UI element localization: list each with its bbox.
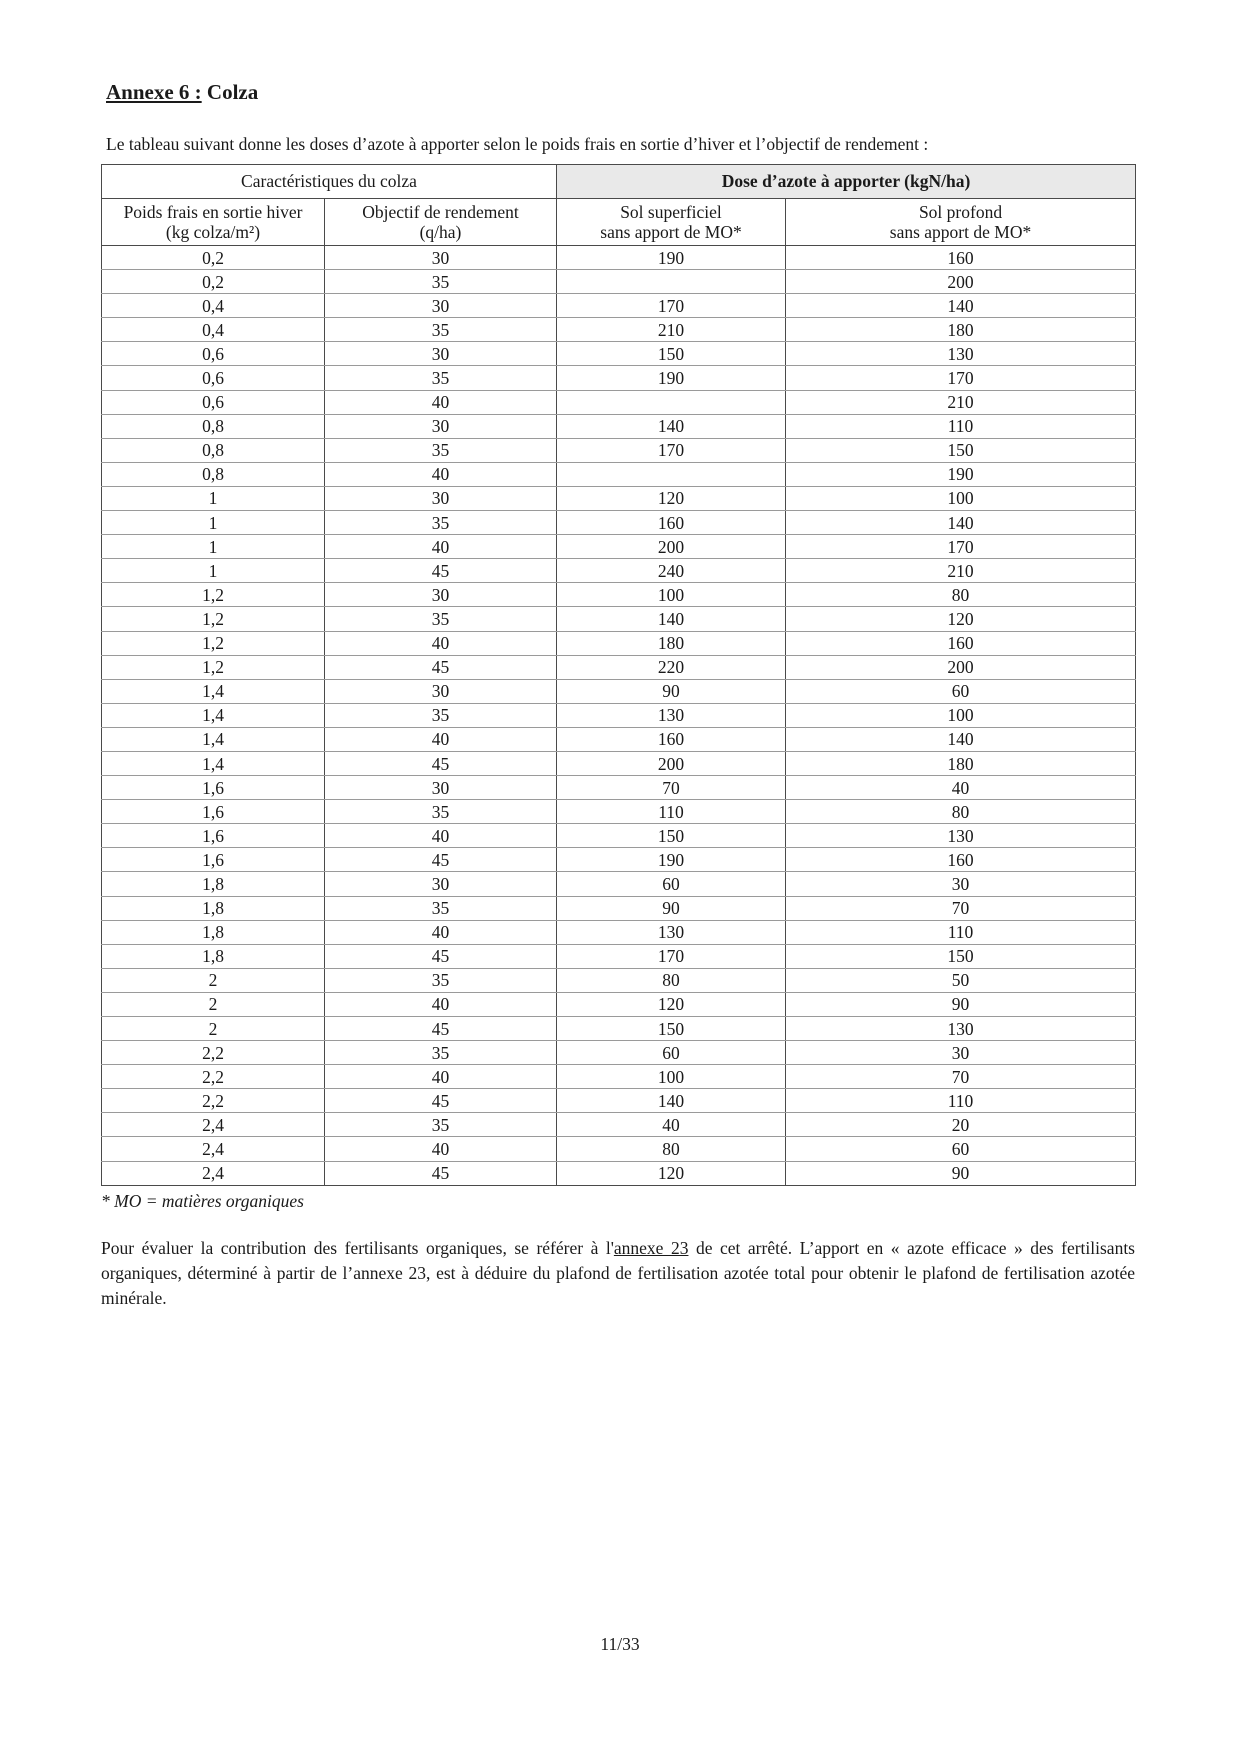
- column-header-fresh-weight: [102, 199, 325, 246]
- table-row: [102, 751, 1136, 775]
- cell-fresh-weight: 1,6: [102, 824, 325, 848]
- cell-deep-soil-dose: 80: [786, 800, 1136, 824]
- cell-deep-soil-dose: 160: [786, 848, 1136, 872]
- table-row: [102, 462, 1136, 486]
- cell-fresh-weight: 1,2: [102, 583, 325, 607]
- cell-deep-soil-dose: 180: [786, 318, 1136, 342]
- cell-deep-soil-dose: 60: [786, 679, 1136, 703]
- column-header-line: Sol superficiel: [620, 202, 722, 222]
- cell-yield-target: 40: [325, 727, 557, 751]
- column-header-shallow-soil: [557, 199, 786, 246]
- table-row: [102, 438, 1136, 462]
- table-row: [102, 631, 1136, 655]
- cell-fresh-weight: 2,4: [102, 1161, 325, 1185]
- cell-deep-soil-dose: 170: [786, 535, 1136, 559]
- cell-yield-target: 30: [325, 486, 557, 510]
- cell-fresh-weight: 1,2: [102, 655, 325, 679]
- cell-yield-target: 35: [325, 438, 557, 462]
- cell-shallow-soil-dose: 180: [557, 631, 786, 655]
- cell-yield-target: 35: [325, 968, 557, 992]
- table-row: [102, 1113, 1136, 1137]
- cell-deep-soil-dose: 160: [786, 631, 1136, 655]
- cell-fresh-weight: 2,2: [102, 1065, 325, 1089]
- cell-deep-soil-dose: 80: [786, 583, 1136, 607]
- cell-fresh-weight: 1,4: [102, 751, 325, 775]
- cell-deep-soil-dose: 90: [786, 992, 1136, 1016]
- cell-deep-soil-dose: 110: [786, 1089, 1136, 1113]
- cell-fresh-weight: 1,8: [102, 872, 325, 896]
- cell-shallow-soil-dose: [557, 462, 786, 486]
- cell-deep-soil-dose: 210: [786, 390, 1136, 414]
- column-header-line: Sol profond: [918, 202, 1003, 222]
- cell-fresh-weight: 2: [102, 992, 325, 1016]
- cell-fresh-weight: 0,8: [102, 438, 325, 462]
- table-row: [102, 848, 1136, 872]
- cell-deep-soil-dose: 20: [786, 1113, 1136, 1137]
- cell-shallow-soil-dose: 170: [557, 944, 786, 968]
- cell-shallow-soil-dose: 100: [557, 1065, 786, 1089]
- cell-shallow-soil-dose: 140: [557, 1089, 786, 1113]
- cell-yield-target: 30: [325, 414, 557, 438]
- cell-deep-soil-dose: 130: [786, 1017, 1136, 1041]
- page-heading: [106, 80, 258, 105]
- cell-deep-soil-dose: 110: [786, 920, 1136, 944]
- cell-deep-soil-dose: 30: [786, 1041, 1136, 1065]
- table-row: [102, 992, 1136, 1016]
- table-row: [102, 703, 1136, 727]
- cell-fresh-weight: 0,2: [102, 270, 325, 294]
- cell-yield-target: 35: [325, 1041, 557, 1065]
- paragraph-text: Pour évaluer la contribution des fertilisants organiques, se référer à l': [101, 1238, 614, 1258]
- cell-fresh-weight: 1,4: [102, 679, 325, 703]
- cell-shallow-soil-dose: 130: [557, 703, 786, 727]
- cell-yield-target: 30: [325, 583, 557, 607]
- cell-fresh-weight: 0,6: [102, 366, 325, 390]
- table-row: [102, 727, 1136, 751]
- cell-yield-target: 45: [325, 751, 557, 775]
- table-row: [102, 1137, 1136, 1161]
- column-header-line: Poids frais en sortie hiver: [123, 202, 303, 222]
- cell-yield-target: 30: [325, 342, 557, 366]
- intro-text: Le tableau suivant donne les doses d’azote à apporter selon le poids frais en sortie d’hiver et l’objectif de rendement :: [106, 134, 929, 154]
- cell-shallow-soil-dose: 120: [557, 1161, 786, 1185]
- cell-fresh-weight: 0,8: [102, 462, 325, 486]
- cell-fresh-weight: 1: [102, 559, 325, 583]
- cell-yield-target: 45: [325, 559, 557, 583]
- cell-yield-target: 45: [325, 1089, 557, 1113]
- paragraph-text: de cet arrêté. L’apport en « azote efficace » des fertilisants organiques, déterminé à partir de l’annexe 23, est à déduire du plafond de fertilisation azotée total pour obtenir le plafond de fertilisation azotée minérale.: [101, 1238, 1135, 1308]
- cell-fresh-weight: 1,2: [102, 607, 325, 631]
- cell-fresh-weight: 2,4: [102, 1137, 325, 1161]
- table-row: [102, 559, 1136, 583]
- cell-yield-target: 45: [325, 655, 557, 679]
- table-row: [102, 535, 1136, 559]
- cell-shallow-soil-dose: 110: [557, 800, 786, 824]
- table-row: [102, 390, 1136, 414]
- cell-shallow-soil-dose: 190: [557, 246, 786, 270]
- table-row: [102, 511, 1136, 535]
- table-row: [102, 896, 1136, 920]
- cell-deep-soil-dose: 140: [786, 511, 1136, 535]
- cell-yield-target: 35: [325, 896, 557, 920]
- cell-fresh-weight: 1,6: [102, 848, 325, 872]
- table-row: [102, 318, 1136, 342]
- cell-yield-target: 40: [325, 535, 557, 559]
- cell-deep-soil-dose: 210: [786, 559, 1136, 583]
- cell-shallow-soil-dose: 190: [557, 366, 786, 390]
- column-header-line: (kg colza/m²): [165, 222, 261, 242]
- cell-fresh-weight: 0,4: [102, 294, 325, 318]
- table-row: [102, 776, 1136, 800]
- table-row: [102, 1065, 1136, 1089]
- cell-fresh-weight: 0,8: [102, 414, 325, 438]
- cell-fresh-weight: 2,2: [102, 1041, 325, 1065]
- cell-deep-soil-dose: 170: [786, 366, 1136, 390]
- cell-fresh-weight: 1,2: [102, 631, 325, 655]
- cell-yield-target: 35: [325, 366, 557, 390]
- table-row: [102, 583, 1136, 607]
- cell-fresh-weight: 2: [102, 968, 325, 992]
- cell-shallow-soil-dose: 90: [557, 896, 786, 920]
- cell-shallow-soil-dose: 170: [557, 294, 786, 318]
- cell-shallow-soil-dose: 160: [557, 511, 786, 535]
- cell-deep-soil-dose: 70: [786, 1065, 1136, 1089]
- heading-title: Colza: [206, 80, 259, 104]
- cell-fresh-weight: 1: [102, 535, 325, 559]
- cell-deep-soil-dose: 200: [786, 655, 1136, 679]
- cell-deep-soil-dose: 70: [786, 896, 1136, 920]
- cell-fresh-weight: 1: [102, 511, 325, 535]
- column-header-line: Objectif de rendement: [362, 202, 519, 222]
- cell-yield-target: 30: [325, 872, 557, 896]
- cell-deep-soil-dose: 40: [786, 776, 1136, 800]
- cell-shallow-soil-dose: 200: [557, 535, 786, 559]
- cell-yield-target: 35: [325, 270, 557, 294]
- cell-fresh-weight: 2,4: [102, 1113, 325, 1137]
- table-row: [102, 294, 1136, 318]
- cell-fresh-weight: 1,4: [102, 703, 325, 727]
- table-row: [102, 607, 1136, 631]
- column-header-line: sans apport de MO*: [889, 222, 1032, 242]
- annexe-23-link[interactable]: annexe 23: [613, 1238, 689, 1258]
- body-paragraph: [101, 1236, 1135, 1311]
- cell-fresh-weight: 1,6: [102, 800, 325, 824]
- group-header-dose: Dose d’azote à apporter (kgN/ha): [557, 165, 1136, 199]
- cell-yield-target: 35: [325, 800, 557, 824]
- table-row: [102, 246, 1136, 270]
- cell-fresh-weight: 2: [102, 1017, 325, 1041]
- table-row: [102, 968, 1136, 992]
- cell-deep-soil-dose: 110: [786, 414, 1136, 438]
- cell-deep-soil-dose: 50: [786, 968, 1136, 992]
- cell-yield-target: 30: [325, 294, 557, 318]
- cell-shallow-soil-dose: 120: [557, 992, 786, 1016]
- cell-shallow-soil-dose: 90: [557, 679, 786, 703]
- cell-deep-soil-dose: 120: [786, 607, 1136, 631]
- table-row: [102, 486, 1136, 510]
- cell-shallow-soil-dose: 60: [557, 1041, 786, 1065]
- cell-yield-target: 30: [325, 246, 557, 270]
- cell-deep-soil-dose: 180: [786, 751, 1136, 775]
- cell-yield-target: 40: [325, 1137, 557, 1161]
- cell-shallow-soil-dose: 150: [557, 824, 786, 848]
- cell-yield-target: 40: [325, 462, 557, 486]
- cell-deep-soil-dose: 130: [786, 824, 1136, 848]
- nitrogen-dose-table: [101, 164, 1136, 1186]
- table-row: [102, 1089, 1136, 1113]
- cell-shallow-soil-dose: 210: [557, 318, 786, 342]
- cell-fresh-weight: 1,8: [102, 944, 325, 968]
- cell-shallow-soil-dose: 80: [557, 1137, 786, 1161]
- table-row: [102, 800, 1136, 824]
- cell-shallow-soil-dose: 150: [557, 1017, 786, 1041]
- cell-shallow-soil-dose: 130: [557, 920, 786, 944]
- cell-fresh-weight: 2,2: [102, 1089, 325, 1113]
- cell-shallow-soil-dose: 100: [557, 583, 786, 607]
- table-row: [102, 270, 1136, 294]
- heading-prefix: Annexe 6 :: [106, 80, 202, 104]
- cell-fresh-weight: 1: [102, 486, 325, 510]
- cell-yield-target: 35: [325, 703, 557, 727]
- cell-shallow-soil-dose: 140: [557, 414, 786, 438]
- column-header-line: (q/ha): [419, 222, 462, 242]
- cell-deep-soil-dose: 100: [786, 486, 1136, 510]
- cell-shallow-soil-dose: [557, 390, 786, 414]
- cell-deep-soil-dose: 150: [786, 438, 1136, 462]
- cell-deep-soil-dose: 130: [786, 342, 1136, 366]
- cell-fresh-weight: 0,4: [102, 318, 325, 342]
- cell-deep-soil-dose: 190: [786, 462, 1136, 486]
- table-row: [102, 872, 1136, 896]
- table-row: [102, 655, 1136, 679]
- cell-yield-target: 45: [325, 1161, 557, 1185]
- cell-fresh-weight: 0,2: [102, 246, 325, 270]
- cell-deep-soil-dose: 100: [786, 703, 1136, 727]
- table-body: [102, 246, 1136, 1186]
- footnote: * MO = matières organiques: [101, 1191, 304, 1211]
- cell-shallow-soil-dose: 200: [557, 751, 786, 775]
- column-header-line: sans apport de MO*: [600, 222, 742, 242]
- table-row: [102, 366, 1136, 390]
- table-row: [102, 920, 1136, 944]
- cell-yield-target: 40: [325, 1065, 557, 1089]
- cell-shallow-soil-dose: 240: [557, 559, 786, 583]
- cell-shallow-soil-dose: 60: [557, 872, 786, 896]
- cell-yield-target: 45: [325, 1017, 557, 1041]
- cell-deep-soil-dose: 90: [786, 1161, 1136, 1185]
- cell-deep-soil-dose: 200: [786, 270, 1136, 294]
- cell-deep-soil-dose: 160: [786, 246, 1136, 270]
- cell-yield-target: 35: [325, 607, 557, 631]
- cell-shallow-soil-dose: 150: [557, 342, 786, 366]
- cell-yield-target: 40: [325, 920, 557, 944]
- table-row: [102, 944, 1136, 968]
- table-row: [102, 679, 1136, 703]
- table-row: [102, 1041, 1136, 1065]
- group-header-characteristics: Caractéristiques du colza: [102, 165, 557, 199]
- cell-yield-target: 35: [325, 318, 557, 342]
- cell-shallow-soil-dose: 70: [557, 776, 786, 800]
- cell-fresh-weight: 1,4: [102, 727, 325, 751]
- cell-yield-target: 45: [325, 848, 557, 872]
- cell-shallow-soil-dose: 160: [557, 727, 786, 751]
- table-row: [102, 824, 1136, 848]
- cell-yield-target: 30: [325, 776, 557, 800]
- table-row: [102, 1161, 1136, 1185]
- cell-shallow-soil-dose: [557, 270, 786, 294]
- cell-deep-soil-dose: 30: [786, 872, 1136, 896]
- cell-shallow-soil-dose: 80: [557, 968, 786, 992]
- column-header-yield-target: [325, 199, 557, 246]
- cell-fresh-weight: 0,6: [102, 342, 325, 366]
- cell-deep-soil-dose: 60: [786, 1137, 1136, 1161]
- cell-shallow-soil-dose: 120: [557, 486, 786, 510]
- cell-shallow-soil-dose: 40: [557, 1113, 786, 1137]
- cell-yield-target: 35: [325, 1113, 557, 1137]
- cell-fresh-weight: 0,6: [102, 390, 325, 414]
- cell-yield-target: 45: [325, 944, 557, 968]
- cell-shallow-soil-dose: 140: [557, 607, 786, 631]
- cell-yield-target: 40: [325, 824, 557, 848]
- cell-shallow-soil-dose: 190: [557, 848, 786, 872]
- cell-yield-target: 40: [325, 631, 557, 655]
- cell-fresh-weight: 1,8: [102, 896, 325, 920]
- cell-fresh-weight: 1,6: [102, 776, 325, 800]
- page-number: 11/33: [600, 1634, 640, 1654]
- cell-fresh-weight: 1,8: [102, 920, 325, 944]
- cell-yield-target: 30: [325, 679, 557, 703]
- column-header-deep-soil: [786, 199, 1136, 246]
- cell-deep-soil-dose: 140: [786, 294, 1136, 318]
- cell-deep-soil-dose: 150: [786, 944, 1136, 968]
- cell-yield-target: 40: [325, 390, 557, 414]
- table-row: [102, 414, 1136, 438]
- table-row: [102, 1017, 1136, 1041]
- cell-yield-target: 40: [325, 992, 557, 1016]
- cell-yield-target: 35: [325, 511, 557, 535]
- table-row: [102, 342, 1136, 366]
- cell-shallow-soil-dose: 220: [557, 655, 786, 679]
- cell-deep-soil-dose: 140: [786, 727, 1136, 751]
- cell-shallow-soil-dose: 170: [557, 438, 786, 462]
